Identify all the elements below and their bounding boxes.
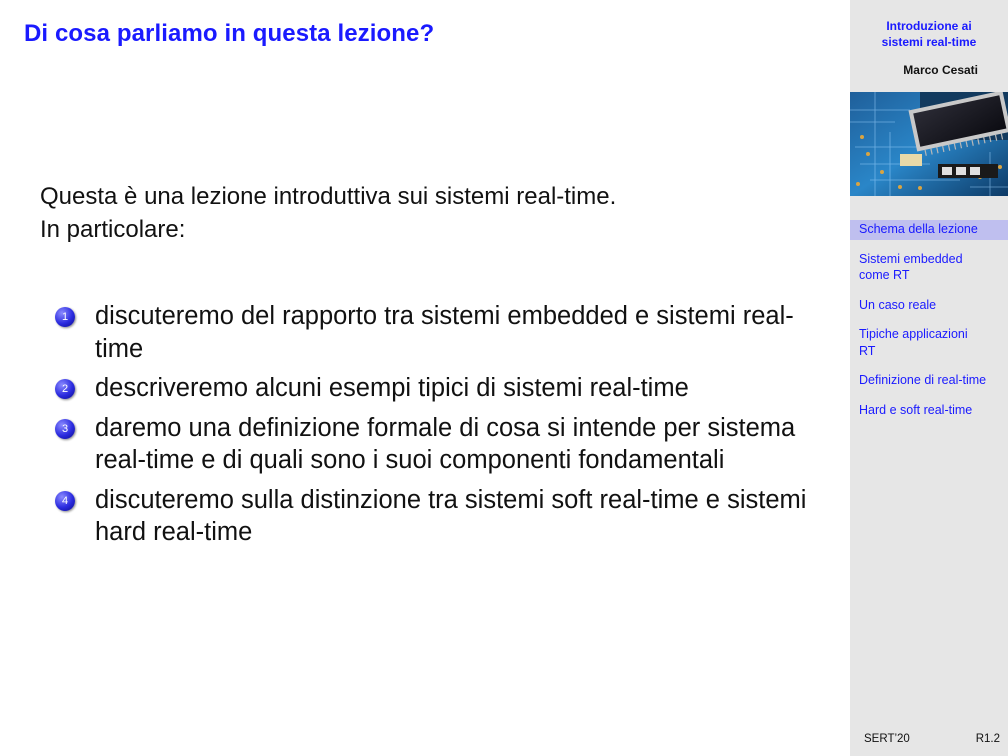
nav-item-label: Un caso reale bbox=[859, 297, 937, 312]
footer-course-code: SERT’20 bbox=[864, 733, 910, 745]
presentation-title-line-2: sistemi real-time bbox=[881, 35, 977, 49]
presentation-title-line-1: Introduzione ai bbox=[886, 19, 972, 33]
nav-item-label: Schema della lezione bbox=[859, 222, 978, 236]
list-item bbox=[55, 412, 815, 477]
list-item bbox=[55, 484, 815, 549]
nav-item-schema-della-lezione[interactable] bbox=[850, 220, 1008, 240]
list-item bbox=[55, 372, 815, 405]
nav-item-label: Definizione di real-time bbox=[859, 373, 987, 387]
nav-item-label-line-1: Tipiche applicazioni bbox=[859, 327, 968, 341]
point-text: descriveremo alcuni esempi tipici di sistemi real-time bbox=[95, 374, 689, 402]
point-text: discuteremo sulla distinzione tra sistemi soft real-time e sistemi hard real-time bbox=[95, 485, 807, 546]
numbered-ball-icon: 4 bbox=[55, 491, 75, 511]
nav-item-un-caso-reale[interactable] bbox=[850, 297, 1008, 314]
intro-line-2: In particolare: bbox=[40, 216, 186, 243]
footer-slide-number: R1.2 bbox=[975, 733, 1000, 745]
nav-item-sistemi-embedded-come-rt[interactable] bbox=[850, 251, 1008, 284]
nav-item-definizione-di-real-time[interactable] bbox=[850, 372, 1008, 389]
nav-item-tipiche-applicazioni-rt[interactable] bbox=[850, 326, 1008, 359]
nav-item-label-line-2: come RT bbox=[859, 268, 910, 282]
numbered-ball-icon: 2 bbox=[55, 379, 75, 399]
lesson-points-list bbox=[55, 300, 815, 556]
numbered-ball-icon: 1 bbox=[55, 307, 75, 327]
nav-item-hard-e-soft-real-time[interactable] bbox=[850, 402, 1008, 419]
numbered-ball-icon: 3 bbox=[55, 419, 75, 439]
circuit-board-image bbox=[850, 92, 1008, 196]
nav-item-label-line-1: Sistemi embedded bbox=[859, 251, 963, 266]
lesson-navigation bbox=[850, 220, 1008, 431]
intro-text bbox=[40, 180, 616, 246]
list-item bbox=[55, 300, 815, 365]
intro-line-1: Questa è una lezione introduttiva sui sistemi real-time. bbox=[40, 183, 617, 210]
point-text: daremo una definizione formale di cosa si intende per sistema real-time e di quali sono i suoi componenti fondamentali bbox=[95, 413, 796, 474]
sidebar bbox=[850, 0, 1008, 756]
nav-item-label-line-2: RT bbox=[859, 343, 876, 358]
presentation-title[interactable] bbox=[850, 18, 1008, 50]
nav-item-label: Hard e soft real-time bbox=[859, 402, 973, 417]
slide-title: Di cosa parliamo in questa lezione? bbox=[24, 20, 435, 47]
author-name: Marco Cesati bbox=[903, 63, 978, 77]
point-text: discuteremo del rapporto tra sistemi embedded e sistemi real-time bbox=[95, 302, 794, 363]
